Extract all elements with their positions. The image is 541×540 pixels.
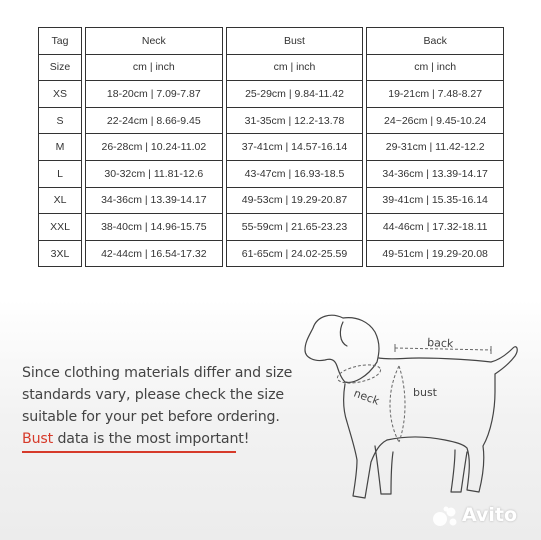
notice-highlight: Bust	[22, 431, 54, 447]
avito-dots-icon	[432, 505, 460, 529]
row-bust: 37-41cm | 14.57-16.14	[226, 134, 363, 161]
row-size: XXL	[39, 214, 82, 241]
row-neck: 34-36cm | 13.39-14.17	[86, 187, 223, 214]
bust-measure-curve-back	[399, 366, 405, 442]
neck-label: neck	[351, 386, 382, 408]
watermark-dot	[444, 507, 449, 512]
row-size: XS	[39, 81, 82, 108]
units-back: cm | inch	[367, 54, 504, 81]
dog-back-leg-2	[451, 450, 467, 492]
row-neck: 26-28cm | 10.24-11.02	[86, 134, 223, 161]
row-back: 44-46cm | 17.32-18.11	[367, 214, 504, 241]
dog-outline	[305, 315, 517, 498]
dog-back-line	[379, 347, 517, 374]
header-back: Back	[367, 28, 504, 55]
row-size: L	[39, 160, 82, 187]
row-neck: 42-44cm | 16.54-17.32	[86, 240, 223, 267]
row-back: 29-31cm | 11.42-12.2	[367, 134, 504, 161]
table-header-row	[39, 28, 504, 55]
notice-highlight-rest: data is the most important!	[53, 431, 250, 447]
row-neck: 22-24cm | 8.66-9.45	[86, 107, 223, 134]
row-bust: 25-29cm | 9.84-11.42	[226, 81, 363, 108]
dog-ear	[340, 322, 347, 346]
notice-line: suitable for your pet before ordering.	[22, 409, 280, 425]
header-bust: Bust	[226, 28, 363, 55]
row-bust: 43-47cm | 16.93-18.5	[226, 160, 363, 187]
table-row	[39, 240, 504, 267]
dog-measurement-diagram	[295, 300, 535, 520]
header-tag: Tag	[39, 28, 82, 55]
row-back: 34-36cm | 13.39-14.17	[367, 160, 504, 187]
watermark	[432, 503, 532, 529]
units-bust: cm | inch	[226, 54, 363, 81]
table-row	[39, 214, 504, 241]
neck-measure-ring	[336, 362, 382, 387]
table-row	[39, 134, 504, 161]
row-neck: 30-32cm | 11.81-12.6	[86, 160, 223, 187]
dog-body-belly	[387, 374, 495, 492]
back-label: back	[426, 336, 454, 351]
size-table	[38, 27, 504, 267]
header-neck: Neck	[86, 28, 223, 55]
watermark-text: Avito	[462, 504, 518, 526]
row-bust: 49-53cm | 19.29-20.87	[226, 187, 363, 214]
row-bust: 31-35cm | 12.2-13.78	[226, 107, 363, 134]
dog-front-leg-2	[375, 446, 393, 494]
notice-underline	[22, 451, 236, 453]
table-row	[39, 187, 504, 214]
watermark-dot	[433, 512, 447, 526]
row-neck: 38-40cm | 14.96-15.75	[86, 214, 223, 241]
row-bust: 61-65cm | 24.02-25.59	[226, 240, 363, 267]
row-size: S	[39, 107, 82, 134]
row-bust: 55-59cm | 21.65-23.23	[226, 214, 363, 241]
row-size: M	[39, 134, 82, 161]
bust-label: bust	[413, 386, 437, 399]
units-neck: cm | inch	[86, 54, 223, 81]
row-back: 39-41cm | 15.35-16.14	[367, 187, 504, 214]
row-back: 24~26cm | 9.45-10.24	[367, 107, 504, 134]
sizing-notice	[22, 362, 293, 450]
row-back: 49-51cm | 19.29-20.08	[367, 240, 504, 267]
bust-measure-curve-front	[390, 366, 399, 442]
table-row	[39, 107, 504, 134]
table-row	[39, 160, 504, 187]
table-units-row	[39, 54, 504, 81]
row-neck: 18-20cm | 7.09-7.87	[86, 81, 223, 108]
table-row	[39, 81, 504, 108]
row-back: 19-21cm | 7.48-8.27	[367, 81, 504, 108]
notice-line: Since clothing materials differ and size	[22, 365, 293, 381]
row-size: 3XL	[39, 240, 82, 267]
notice-line: standards vary, please check the size	[22, 387, 284, 403]
notice-line-important	[22, 428, 287, 450]
units-size: Size	[39, 54, 82, 81]
watermark-dot	[450, 519, 457, 526]
row-size: XL	[39, 187, 82, 214]
size-table-body	[39, 28, 504, 267]
